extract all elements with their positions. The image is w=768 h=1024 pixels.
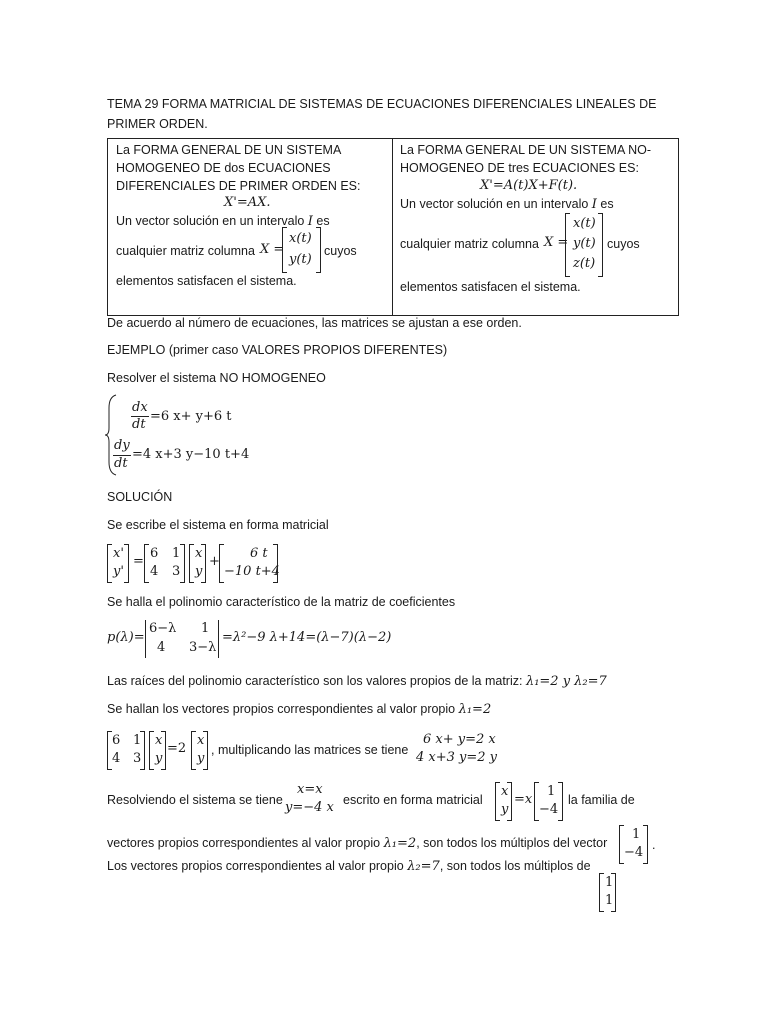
eig-a11: 6 — [112, 733, 121, 748]
left-bracket — [495, 782, 500, 821]
plus-sign: + — [209, 554, 220, 569]
right-bracket — [611, 873, 616, 912]
left-bracket — [191, 731, 196, 770]
right-bracket — [203, 731, 208, 770]
left-line-3: DIFERENCIALES DE PRIMER ORDEN ES: — [116, 179, 361, 193]
res-vec-2: −4 — [539, 802, 559, 817]
problem-statement: Resolver el sistema NO HOMOGENEO — [107, 371, 326, 385]
left-line-5b: cuyos — [324, 244, 357, 258]
roots-text: Las raíces del polinomio característico son los valores propios de la matriz: λ₁=2 y λ₂=7 — [107, 674, 607, 689]
characteristic-text: Se halla el polinomio característico de la matriz de coeficientes — [107, 595, 456, 609]
right-matrix-entry-1: x(t) — [573, 216, 596, 231]
matrix-form-label: escrito en forma matricial — [343, 793, 483, 807]
right-line-4b: cuyos — [607, 237, 640, 251]
right-line-3: Un vector solución en un intervalo I es — [400, 197, 614, 212]
homogeneous-definition-cell — [108, 139, 393, 316]
right-line-2: HOMOGENEO DE tres ECUACIONES ES: — [400, 161, 639, 175]
right-matrix-entry-3: z(t) — [573, 256, 596, 271]
left-line-1: La FORMA GENERAL DE UN SISTEMA — [116, 143, 342, 157]
family-continuation: vectores propios correspondientes al valor propio λ₁=2, son todos los múltiplos del vector — [107, 836, 608, 851]
dy-numerator: dy — [114, 438, 130, 453]
vector-2-entry-1: 1 — [605, 875, 614, 890]
eig-equation-1: 6 x+ y=2 x — [423, 732, 496, 747]
right-bracket — [598, 213, 603, 277]
left-bracket — [144, 544, 149, 583]
right-bracket — [507, 782, 512, 821]
right-line-4a: cualquier matriz columna — [400, 237, 539, 251]
left-bracket — [189, 544, 194, 583]
solution-eq-2: y=−4 x — [285, 800, 334, 815]
example-heading: EJEMPLO (primer caso VALORES PROPIOS DIFERENTES) — [107, 343, 448, 357]
right-bracket — [273, 544, 278, 583]
left-matrix-entry-2: y(t) — [289, 252, 312, 267]
page-title: TEMA 29 FORMA MATRICIAL DE SISTEMAS DE ECUACIONES DIFERENCIALES LINEALES DE PRIMER ORDEN. — [107, 97, 657, 131]
left-bracket — [565, 213, 570, 277]
det-11: 6−λ — [149, 621, 177, 636]
eig-x: x — [155, 733, 163, 748]
equals-sign: = — [133, 554, 144, 569]
forcing-1: 6 t — [250, 546, 268, 561]
eigenvectors-text: Se hallan los vectores propios correspondientes al valor propio λ₁=2 — [107, 702, 492, 717]
nonhomogeneous-definition-cell — [393, 139, 679, 316]
res-equals-x: =x — [514, 792, 533, 807]
solution-heading: SOLUCIÓN — [107, 490, 173, 504]
left-bracket — [282, 227, 287, 273]
right-bracket — [643, 825, 648, 864]
solution-eq-1: x=x — [297, 782, 323, 797]
period: . — [652, 838, 656, 852]
right-line-5: elementos satisfacen el sistema. — [400, 280, 581, 294]
equation-2-rhs: =4 x+3 y−10 t+4 — [132, 447, 250, 462]
poly-lhs: p(λ)= — [107, 630, 145, 645]
det-21: 4 — [157, 640, 166, 655]
right-bracket — [161, 731, 166, 770]
res-vec-1: 1 — [547, 784, 556, 799]
second-eigen-text: Los vectores propios correspondientes al valor propio λ₂=7, son todos los múltiplos de — [107, 859, 591, 874]
right-bracket — [558, 782, 563, 821]
poly-rhs: =λ²−9 λ+14=(λ−7)(λ−2) — [222, 630, 392, 645]
left-matrix-entry-1: x(t) — [289, 231, 312, 246]
xprime: x' — [113, 546, 124, 561]
coef-a12: 1 — [172, 546, 181, 561]
vec-x: x — [195, 546, 203, 561]
det-22: 3−λ — [189, 640, 217, 655]
det-12: 1 — [201, 621, 210, 636]
eig-y: y — [155, 751, 163, 766]
eig-a21: 4 — [112, 751, 121, 766]
left-x-equals: X = — [260, 242, 285, 257]
vec-y: y — [195, 564, 203, 579]
eig-rx: x — [197, 733, 205, 748]
right-x-equals: X = — [544, 235, 569, 250]
matrix-form-text: Se escribe el sistema en forma matricial — [107, 518, 329, 532]
forcing-2: −10 t+4 — [224, 564, 280, 579]
multiplying-text: , multiplicando las matrices se tiene — [211, 743, 409, 757]
eig-a22: 3 — [133, 751, 142, 766]
left-bracket — [599, 873, 604, 912]
coef-a11: 6 — [150, 546, 159, 561]
definitions-table — [107, 138, 679, 316]
vector-1-entry-2: −4 — [624, 845, 644, 860]
left-line-6: elementos satisfacen el sistema. — [116, 274, 297, 288]
determinant-bar — [218, 620, 219, 658]
right-matrix-entry-2: y(t) — [573, 236, 596, 251]
left-line-4: Un vector solución en un intervalo I es — [116, 214, 330, 229]
resolving-text: Resolviendo el sistema se tiene — [107, 793, 283, 807]
res-y: y — [501, 802, 509, 817]
eig-ry: y — [197, 751, 205, 766]
determinant-bar — [145, 620, 146, 658]
eig-a12: 1 — [133, 733, 142, 748]
coef-a21: 4 — [150, 564, 159, 579]
right-bracket — [316, 227, 321, 273]
res-x: x — [501, 784, 509, 799]
dx-numerator: dx — [132, 400, 148, 415]
yprime: y' — [113, 564, 124, 579]
coef-a22: 3 — [172, 564, 181, 579]
equation-1-rhs: =6 x+ y+6 t — [150, 409, 232, 424]
vector-2-entry-2: 1 — [605, 893, 614, 908]
eig-equation-2: 4 x+3 y=2 y — [416, 750, 498, 765]
left-bracket — [107, 544, 112, 583]
left-general-equation: X'=AX. — [224, 195, 271, 210]
left-bracket — [149, 731, 154, 770]
dt-denominator: dt — [132, 417, 146, 432]
paragraph-matrices-order: De acuerdo al número de ecuaciones, las matrices se ajustan a ese orden. — [107, 316, 522, 330]
right-bracket — [140, 731, 145, 770]
right-bracket — [201, 544, 206, 583]
dt-denominator: dt — [114, 456, 128, 471]
left-line-2: HOMOGENEO DE dos ECUACIONES — [116, 161, 331, 175]
vector-1-entry-1: 1 — [632, 827, 641, 842]
right-general-equation: X'=A(t)X+F(t). — [480, 178, 578, 193]
left-line-5a: cualquier matriz columna — [116, 244, 255, 258]
eig-equals-2: =2 — [167, 741, 187, 756]
right-bracket — [180, 544, 185, 583]
right-bracket — [124, 544, 129, 583]
family-text: la familia de — [568, 793, 635, 807]
right-line-1: La FORMA GENERAL DE UN SISTEMA NO- — [400, 143, 651, 157]
